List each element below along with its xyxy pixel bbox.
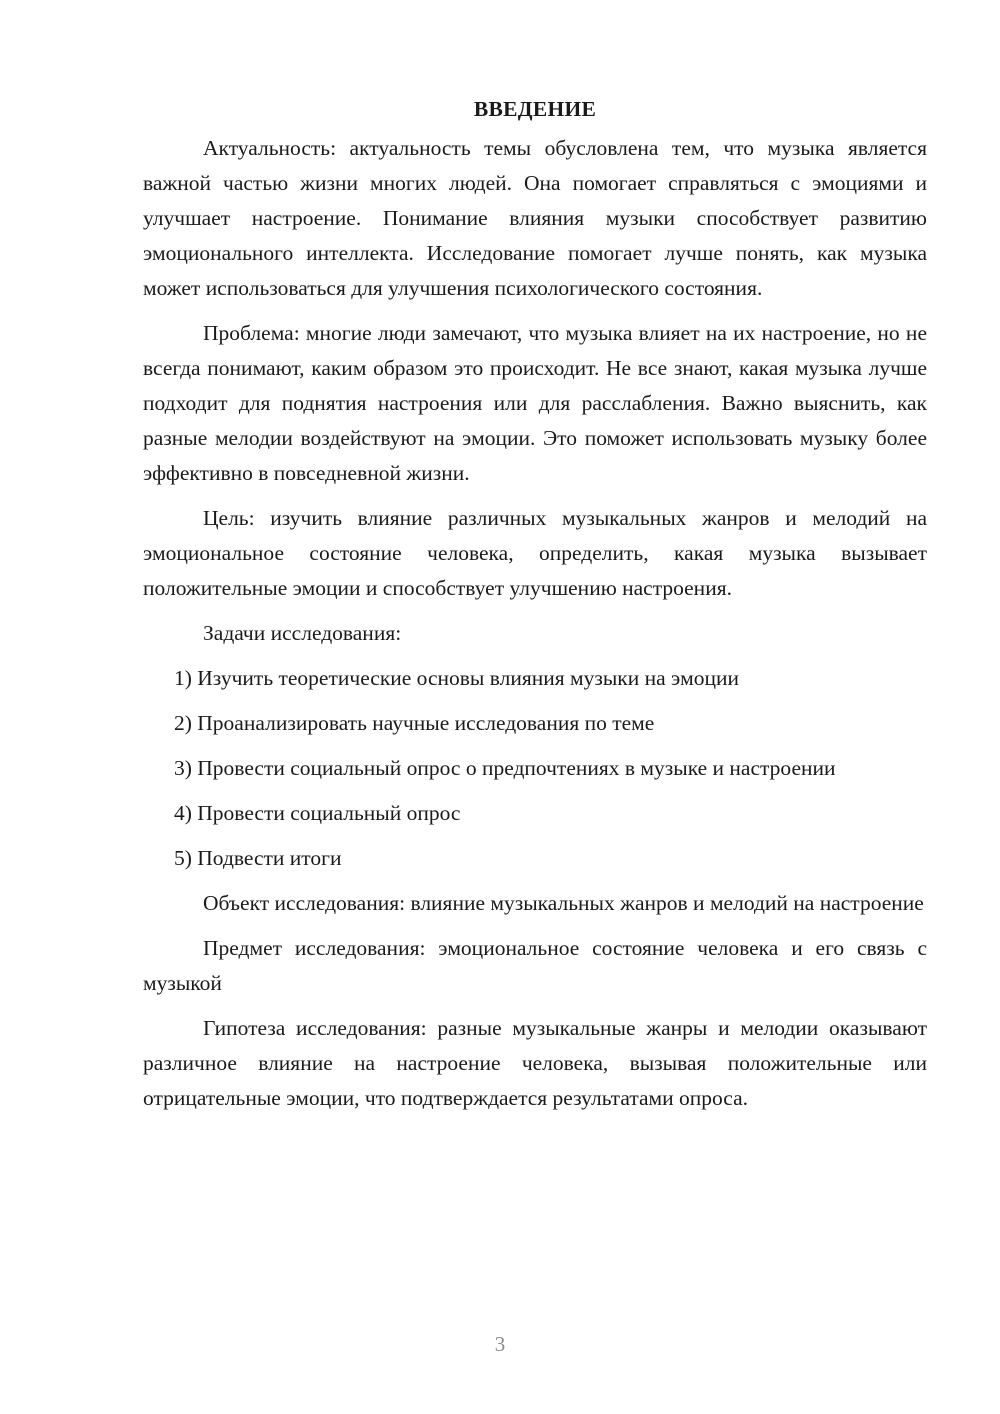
task-item: 5) Подвести итоги [174, 846, 342, 870]
task-item: 1) Изучить теоретические основы влияния музыки на эмоции [174, 666, 739, 690]
subject-paragraph: Предмет исследования: эмоциональное состояние человека и его связь с музыкой [143, 936, 927, 995]
tasks-heading: Задачи исследования: [203, 621, 402, 645]
problem-paragraph: Проблема: многие люди замечают, что музыка влияет на их настроение, но не всегда понимают, каким образом это происходит. Не все знают, какая музыка лучше подходит для поднятия настроения или для расслабления. Важно выяснить, как разные мелодии воздействуют на эмоции. Это поможет использовать музыку более эффективно в повседневной жизни. [143, 321, 927, 485]
task-item: 3) Провести социальный опрос о предпочтениях в музыке и настроении [174, 756, 836, 780]
page-number: 3 [494, 1332, 506, 1356]
task-item: 4) Провести социальный опрос [174, 801, 461, 825]
goal-paragraph: Цель: изучить влияние различных музыкальных жанров и мелодий на эмоциональное состояние человека, определить, какая музыка вызывает положительные эмоции и способствует улучшению настроения. [143, 506, 927, 600]
document-page [143, 92, 927, 1116]
tasks-list [143, 661, 927, 876]
task-item: 2) Проанализировать научные исследования по теме [174, 711, 655, 735]
page-title: ВВЕДЕНИЕ [473, 97, 597, 121]
relevance-paragraph: Актуальность: актуальность темы обусловлена тем, что музыка является важной частью жизни многих людей. Она помогает справляться с эмоциями и улучшает настроение. Понимание влияния музыки способствует развитию эмоционального интеллекта. Исследование помогает лучше понять, как музыка может использоваться для улучшения психологического состояния. [143, 136, 927, 300]
hypothesis-paragraph: Гипотеза исследования: разные музыкальные жанры и мелодии оказывают различное влияние на настроение человека, вызывая положительные или отрицательные эмоции, что подтверждается результатами опроса. [143, 1016, 927, 1110]
object-paragraph: Объект исследования: влияние музыкальных жанров и мелодий на настроение [203, 891, 924, 915]
